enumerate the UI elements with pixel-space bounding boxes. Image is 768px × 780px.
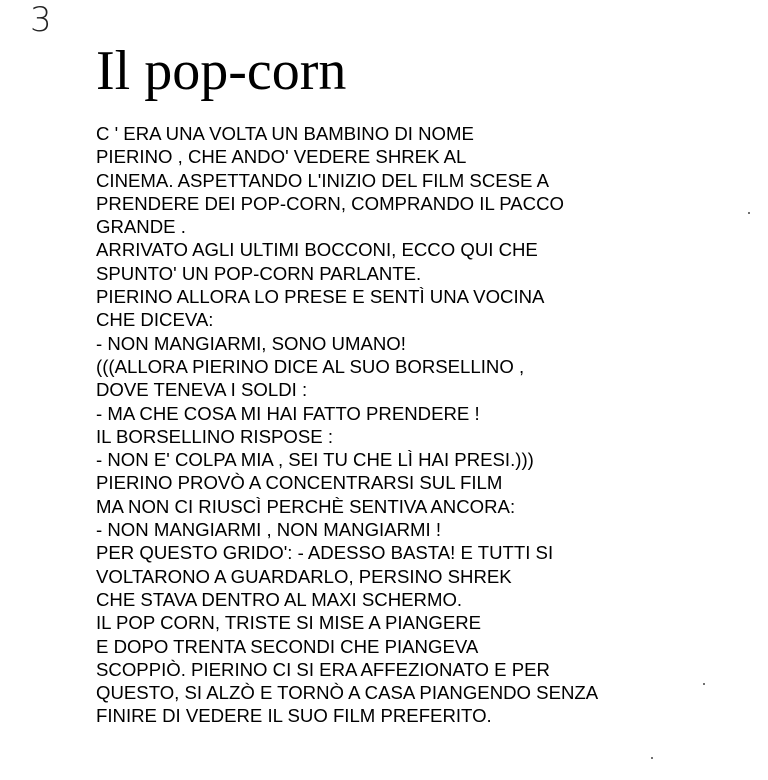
text-line: FINIRE DI VEDERE IL SUO FILM PREFERITO. bbox=[96, 705, 492, 727]
text-line: PIERINO PROVÒ A CONCENTRARSI SUL FILM bbox=[96, 472, 503, 494]
text-line: GRANDE . bbox=[96, 216, 186, 238]
text-line: SPUNTO' UN POP-CORN PARLANTE. bbox=[96, 262, 422, 284]
text-line: IL BORSELLINO RISPOSE : bbox=[96, 425, 333, 447]
text-line: PIERINO ALLORA LO PRESE E SENTÌ UNA VOCINA bbox=[96, 286, 545, 308]
scan-speck bbox=[703, 683, 705, 685]
document-title: Il pop-corn bbox=[96, 40, 347, 102]
text-line: CINEMA. ASPETTANDO L'INIZIO DEL FILM SCESE A bbox=[96, 169, 549, 191]
text-line: PER QUESTO GRIDO': - ADESSO BASTA! E TUTTI SI bbox=[96, 542, 554, 564]
text-line: - NON MANGIARMI, SONO UMANO! bbox=[96, 332, 406, 354]
text-line: - MA CHE COSA MI HAI FATTO PRENDERE ! bbox=[96, 402, 480, 424]
text-line: ARRIVATO AGLI ULTIMI BOCCONI, ECCO QUI CHE bbox=[96, 239, 538, 261]
text-line: - NON E' COLPA MIA , SEI TU CHE LÌ HAI PRESI.))) bbox=[96, 449, 534, 471]
text-line: PRENDERE DEI POP-CORN, COMPRANDO IL PACCO bbox=[96, 192, 565, 214]
text-line: (((ALLORA PIERINO DICE AL SUO BORSELLINO , bbox=[96, 355, 525, 377]
text-line: C ' ERA UNA VOLTA UN BAMBINO DI NOME bbox=[96, 123, 474, 144]
text-line: PIERINO , CHE ANDO' VEDERE SHREK AL bbox=[96, 146, 467, 168]
handwritten-page-number: 3 bbox=[30, 0, 52, 40]
text-line: - NON MANGIARMI , NON MANGIARMI ! bbox=[96, 519, 442, 541]
text-line: CHE DICEVA: bbox=[96, 309, 214, 331]
text-line: CHE STAVA DENTRO AL MAXI SCHERMO. bbox=[96, 588, 463, 610]
text-line: QUESTO, SI ALZÒ E TORNÒ A CASA PIANGENDO SENZA bbox=[96, 682, 599, 704]
text-line: VOLTARONO A GUARDARLO, PERSINO SHREK bbox=[96, 565, 512, 587]
text-line: SCOPPIÒ. PIERINO CI SI ERA AFFEZIONATO E PER bbox=[96, 658, 550, 680]
scan-speck bbox=[651, 757, 653, 759]
story-text bbox=[96, 122, 756, 728]
text-line: IL POP CORN, TRISTE SI MISE A PIANGERE bbox=[96, 612, 482, 634]
text-line: MA NON CI RIUSCÌ PERCHÈ SENTIVA ANCORA: bbox=[96, 495, 516, 517]
text-line: DOVE TENEVA I SOLDI : bbox=[96, 379, 308, 401]
text-line: E DOPO TRENTA SECONDI CHE PIANGEVA bbox=[96, 635, 479, 657]
scan-speck bbox=[748, 212, 750, 214]
